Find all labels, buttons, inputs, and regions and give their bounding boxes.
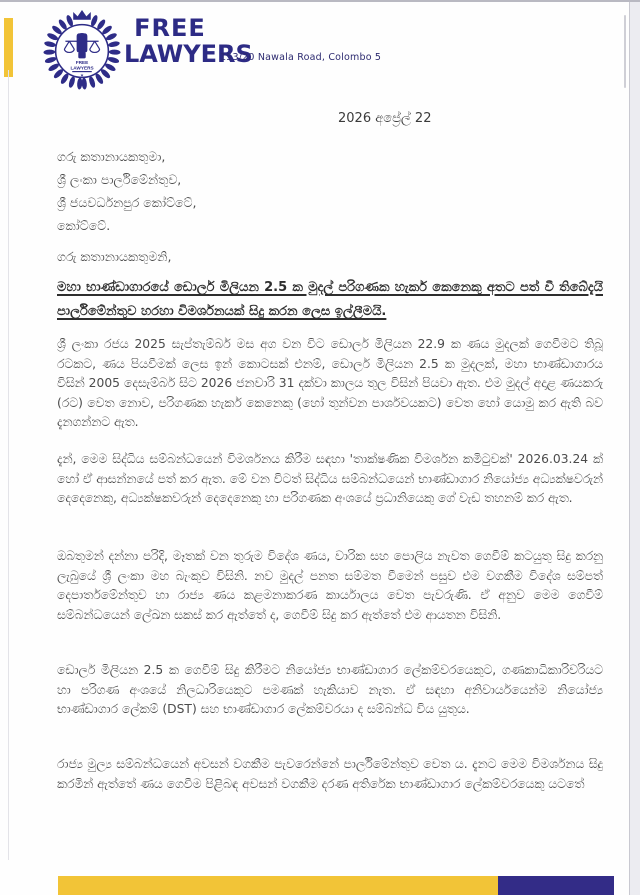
recipient-line-2: ශ්‍රී ලංකා පාර්ලිමේන්තුව, xyxy=(57,172,182,187)
recipient-line-3: ශ්‍රී ජයවර්ධනපුර කෝට්ටේ, xyxy=(57,195,197,210)
letterhead-yellow-stripe xyxy=(4,18,13,77)
footer-blue-bar xyxy=(498,876,614,895)
footer-yellow-bar xyxy=(58,876,498,895)
logo-text-free: FREE xyxy=(75,60,89,66)
paragraph-4: ඩොලර් මිලියන 2.5 ක ගෙවීම් සිදු කිරීමට නියෝජ්‍ය භාණ්ඩාගාර ලේකම්වරයෙකුට, ගණකාධිකාරිවරියට හා පරිගණ අංශයේ නිලධාරියෙකුට පමණක් හැකියාව නැත. ඒ සඳහා අනිවාර්යයෙන්ම නියෝජ්‍ය භාණ්ඩාගාර ලේකම් (DST) සහ භාණ්ඩාගාර ලේකම්වරයා ද සම්බන්ධ විය යුතුය. xyxy=(57,663,603,716)
paragraph-3: ඔබතුමන් දන්නා පරිදි, මෑතක් වන තුරුම විදේශ ණය, වාරික සහ පොලිය නැවත ගෙවීම් කටයුතු සිදු කරනු ලැබුයේ ශ්‍රී ලංකා මහ බැංකුව විසිනි. නව මුදල් පනත සම්මත වීමෙන් පසුව එම වගකීම විදේශ සම්පත් දෙපාර්තමේන්තුව හා රාජ්‍ය ණය කළමනාකරණ කාර්යාලය වෙත පැවරුණි. ඒ අනුව මෙම ගෙවීම් සම්බන්ධයෙන් ලේඛන සකස් කර ඇත්තේ ද, ගෙවීම් සිදු කර ඇත්තේ එම ආයතන විසිනි. xyxy=(57,549,603,622)
paragraph-1: ශ්‍රී ලංකා රජය 2025 සැප්තැම්බර් මස අග වන විට ඩොලර් මිලියන 22.9 ක ණය මුදලක් ගෙවීමට තිබූ රටකට, ණය පියවීමක් ලෙස ඉන් කොටසක් එනම්, ඩොලර් මිලියන 2.5 ක මුදලක්, මහා භාණ්ඩාගාරය විසින් 2005 දෙසැම්බර් සිට 2026 ජනවාරි 31 දක්වා කාලය තුල විසින් පියවා ඇත. එම මුදල් අදාළ ණයකරු (රට) වෙත නොව, පරිගණක හැකර් කෙනෙකු (හෝ තුන්වන පාර්ශවයකට) වෙත හෝ යොමු කර ඇති බව දැනගන්නට ඇත. xyxy=(57,337,603,429)
subject-line: මහා භාණ්ඩාගාරයේ ඩොලර් මිලියන 2.5 ක මුදල් පරිගණක හැකර් කෙනෙකු අතට පත් වී තිබේදැයි පාර්ලිමේන්තුව හරහා විමර්ශනයක් සිදු කරන ලෙස ඉල්ලීමයි. xyxy=(57,280,603,319)
paragraph-2: දැන්, මෙම සිද්ධිය සම්බන්ධයෙන් විමර්ශනය කිරීම සඳහා 'තාක්ෂණික විමර්ශන කමිටුවක්' 2026.03.24 ක් හෝ ඒ ආසන්නයේ පත් කර ඇත. මේ වන විටත් සිද්ධිය සම්බන්ධයෙන් භාණ්ඩාගාර නියෝජ්‍ය අධ්‍යක්ෂවරුන් දෙදෙනෙකු, අධ්‍යක්ෂකවරුන් දෙදෙනෙකු හා පරිගණක අංශයේ ප්‍රධානියෙකු ගේ වැඩ තහනම් කර ඇත. xyxy=(57,452,603,505)
page-right-gutter xyxy=(630,0,640,895)
brand-line-free: FREE xyxy=(134,14,206,42)
paragraph-5: රාජ්‍ය මුල්‍ය සම්බන්ධයෙන් අවසන් වගකීම පැවරෙන්නේ පාර්ලිමේන්තුව වෙත ය. දැනට මෙම විමර්ශනය සිදු කරමින් ඇත්තේ ණය ගෙවීම පිළිබඳ අවසන් වගකීම දරණ අතිරේක භාණ්ඩාගාර ලේකම්වරයෙකු යටතේ xyxy=(57,757,603,791)
salutation: ගරු කතානායකතුමනි, xyxy=(57,249,172,264)
crown-icon xyxy=(73,10,91,20)
scrollbar-thumb[interactable] xyxy=(624,15,626,88)
letterhead-address: 153/20 Nawala Road, Colombo 5 xyxy=(220,52,382,63)
crest-icon xyxy=(42,10,122,92)
free-lawyers-logo xyxy=(42,10,122,92)
page-left-edge xyxy=(8,70,9,860)
recipient-line-1: ගරු කතානායකතුමා, xyxy=(57,149,166,164)
brand-wordmark xyxy=(124,14,253,68)
logo-star: ★ xyxy=(80,72,84,78)
recipient-line-4: කෝට්ටේ. xyxy=(57,218,111,233)
page-top-edge xyxy=(0,0,640,2)
brand-line-lawyers: LAWYERS xyxy=(124,40,253,68)
logo-text-lawyers: LAWYERS xyxy=(70,65,94,71)
recipient-block xyxy=(57,145,197,237)
letter-date: 2026 අප්‍රේල් 22 xyxy=(338,111,432,126)
